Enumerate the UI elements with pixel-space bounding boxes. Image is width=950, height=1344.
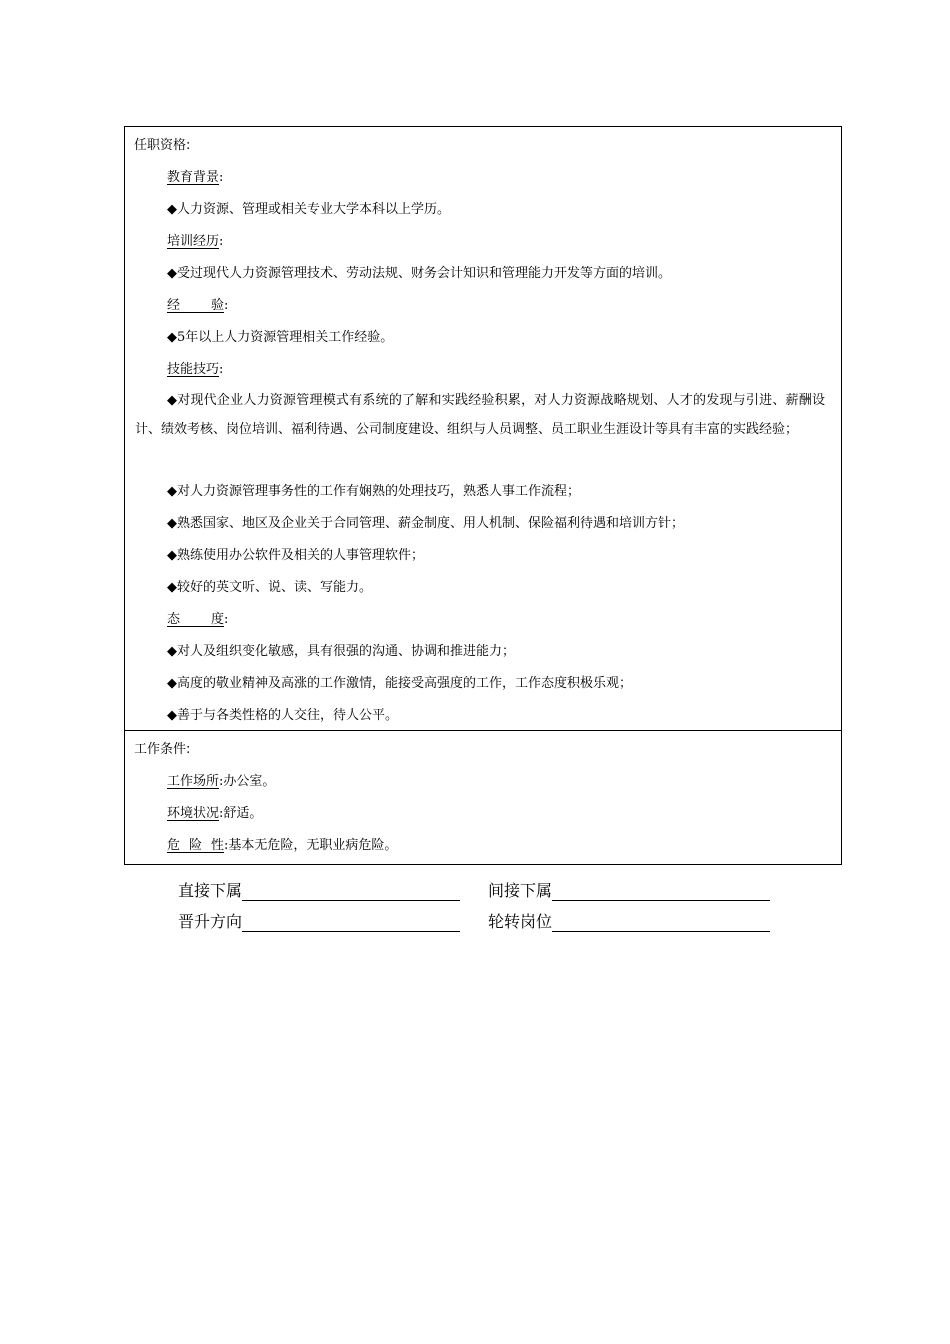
- education-item: ◆人力资源、管理或相关专业大学本科以上学历。: [167, 202, 451, 217]
- qualifications-section: [124, 126, 842, 731]
- skills-item: ◆对现代企业人力资源管理模式有系统的了解和实践经验积累，对人力资源战略规划、人才的发现与引进、薪酬设计、绩效考核、岗位培训、福利待遇、公司制度建设、组织与人员调整、员工职业生涯设计等具有丰富的实践经验；: [135, 393, 825, 437]
- promotion-label: 晋升方向: [178, 912, 243, 931]
- location-label: 工作场所: [167, 774, 220, 789]
- bullet-icon: ◆: [167, 266, 177, 281]
- attitude-item: ◆善于与各类性格的人交往，待人公平。: [167, 708, 399, 723]
- bullet-icon: ◆: [167, 708, 177, 723]
- qualifications-title: 任职资格:: [134, 138, 191, 153]
- bullet-icon: ◆: [167, 548, 177, 563]
- experience-label-line: 经验:: [167, 298, 229, 313]
- promotion-input[interactable]: [242, 914, 460, 932]
- location-line: 工作场所:办公室。: [167, 774, 276, 789]
- direct-subordinate-input[interactable]: [242, 883, 460, 901]
- skills-item: ◆熟练使用办公软件及相关的人事管理软件；: [167, 548, 425, 563]
- rotation-label: 轮转岗位: [488, 912, 553, 931]
- attitude-label: 态度: [167, 612, 224, 627]
- skills-label-line: 技能技巧:: [167, 362, 224, 377]
- promotion-field: [178, 912, 460, 932]
- bullet-icon: ◆: [167, 516, 177, 531]
- hazard-line: 危险性:基本无危险，无职业病危险。: [167, 838, 398, 853]
- training-label: 培训经历: [167, 234, 220, 249]
- environment-label: 环境状况: [167, 806, 220, 821]
- skills-label: 技能技巧: [167, 362, 220, 377]
- rotation-field: [488, 912, 770, 932]
- indirect-subordinate-field: [488, 881, 770, 901]
- direct-subordinate-label: 直接下属: [178, 881, 243, 900]
- rotation-input[interactable]: [552, 914, 770, 932]
- bullet-icon: ◆: [167, 330, 177, 345]
- skills-item: ◆较好的英文听、说、读、写能力。: [167, 580, 373, 595]
- environment-line: 环境状况:舒适。: [167, 806, 263, 821]
- conditions-section: [124, 730, 842, 865]
- attitude-item: ◆高度的敬业精神及高涨的工作激情，能接受高强度的工作，工作态度积极乐观；: [167, 676, 633, 691]
- hazard-label: 危险性: [167, 838, 224, 853]
- bullet-icon: ◆: [167, 202, 177, 217]
- experience-label: 经验: [167, 298, 224, 313]
- skills-item: ◆对人力资源管理事务性的工作有娴熟的处理技巧，熟悉人事工作流程；: [167, 484, 581, 499]
- environment-value: 舒适。: [223, 806, 263, 821]
- indirect-subordinate-input[interactable]: [552, 883, 770, 901]
- conditions-title: 工作条件:: [134, 742, 191, 757]
- location-value: 办公室。: [223, 774, 276, 789]
- direct-subordinate-field: [178, 881, 460, 901]
- experience-item: ◆5年以上人力资源管理相关工作经验。: [167, 330, 394, 345]
- training-item: ◆受过现代人力资源管理技术、劳动法规、财务会计知识和管理能力开发等方面的培训。: [167, 266, 672, 281]
- attitude-item: ◆对人及组织变化敏感，具有很强的沟通、协调和推进能力；: [167, 644, 516, 659]
- bullet-icon: ◆: [167, 484, 177, 499]
- hazard-value: 基本无危险，无职业病危险。: [228, 838, 398, 853]
- training-label-line: 培训经历:: [167, 234, 224, 249]
- bullet-icon: ◆: [167, 644, 177, 659]
- bullet-icon: ◆: [167, 580, 177, 595]
- attitude-label-line: 态度:: [167, 612, 229, 627]
- education-label-line: 教育背景:: [167, 170, 224, 185]
- bullet-icon: ◆: [167, 393, 178, 408]
- indirect-subordinate-label: 间接下属: [488, 881, 553, 900]
- skills-item: ◆熟悉国家、地区及企业关于合同管理、薪金制度、用人机制、保险福利待遇和培训方针；: [167, 516, 685, 531]
- bullet-icon: ◆: [167, 676, 177, 691]
- education-label: 教育背景: [167, 170, 220, 185]
